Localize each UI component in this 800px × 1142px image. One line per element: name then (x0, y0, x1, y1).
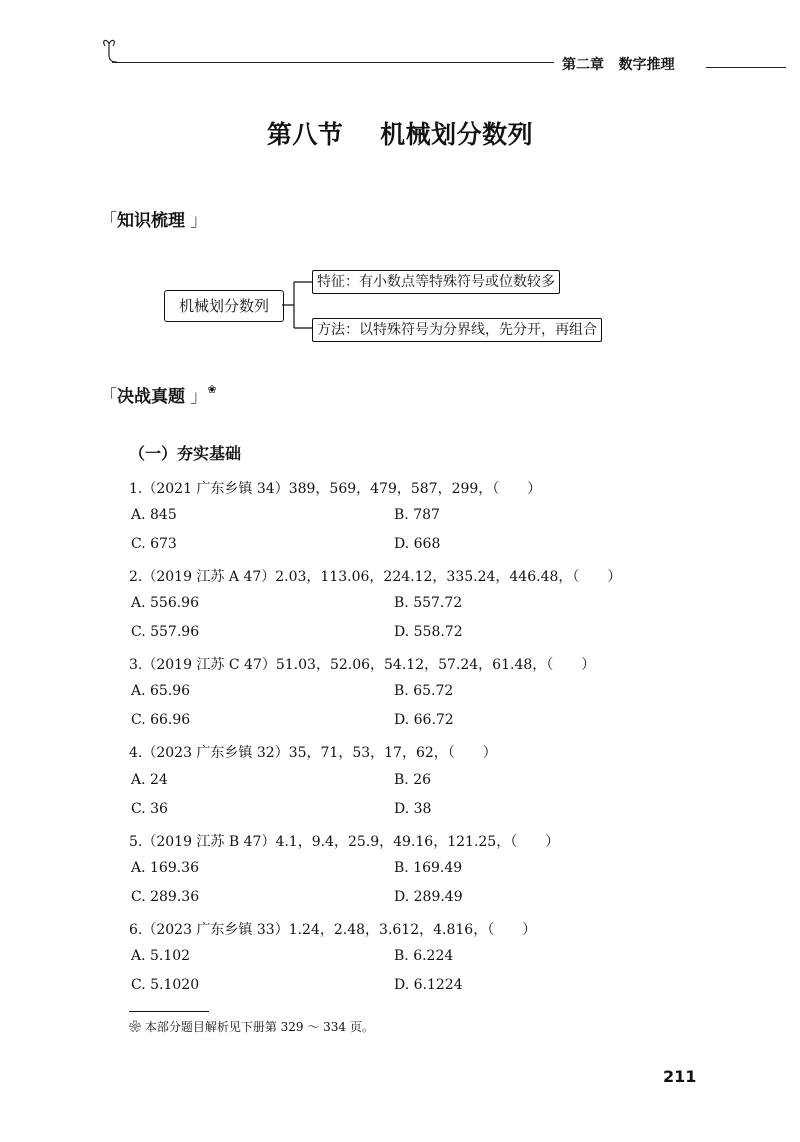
mindmap-branch-feature: 特征：有小数点等特殊符号或位数较多 (312, 270, 560, 294)
question-option: C. 673 (131, 536, 177, 552)
header-rule-right (706, 67, 786, 68)
question-stem: 2.（2019 江苏 A 47）2.03，113.06，224.12，335.24，446.48，（ ） (129, 569, 622, 585)
question-option: B. 557.72 (394, 595, 463, 611)
question-stem: 3.（2019 江苏 C 47）51.03，52.06，54.12，57.24，61.48，（ ） (129, 657, 596, 673)
question-stem: 5.（2019 江苏 B 47）4.1，9.4，25.9，49.16，121.25，（ ） (129, 834, 560, 850)
question-option: C. 5.1020 (131, 977, 200, 993)
header-chapter: 第二章 (562, 57, 604, 73)
question-option: C. 66.96 (131, 712, 191, 728)
question-option: A. 5.102 (131, 948, 191, 964)
mindmap-connector (282, 270, 312, 340)
header-topic: 数字推理 (618, 57, 675, 73)
question-option: C. 36 (131, 801, 168, 817)
page-title (0, 115, 800, 151)
knowledge-heading-label: 知识梳理 (117, 211, 185, 231)
question-stem: 4.（2023 广东乡镇 32）35，71，53，17，62，（ ） (129, 745, 497, 761)
question-option: D. 38 (394, 801, 432, 817)
question-option: A. 24 (131, 772, 168, 788)
sprout-icon (99, 36, 129, 64)
running-header (562, 54, 675, 74)
footnote-rule (129, 1011, 209, 1012)
question-option: A. 65.96 (131, 683, 191, 699)
section-name: 机械划分数列 (380, 120, 534, 149)
question-option: B. 65.72 (394, 683, 454, 699)
question-option: D. 6.1224 (394, 977, 463, 993)
question-option: A. 556.96 (131, 595, 199, 611)
question-stem: 6.（2023 广东乡镇 33）1.24，2.48，3.612，4.816，（ ） (129, 922, 537, 938)
question-option: B. 787 (394, 507, 440, 523)
footnote-mark: ❀ (207, 383, 217, 396)
question-option: D. 558.72 (394, 624, 463, 640)
question-option: D. 289.49 (394, 889, 463, 905)
question-option: C. 557.96 (131, 624, 200, 640)
question-option: A. 845 (131, 507, 177, 523)
exam-heading: 「决战真题 」❀ (100, 383, 217, 407)
question-option: D. 66.72 (394, 712, 454, 728)
knowledge-heading: 「知识梳理 」 (100, 211, 208, 231)
footnote: ❀ 本部分题目解析见下册第 329 ～ 334 页。 (129, 1020, 374, 1034)
mindmap-root: 机械划分数列 (164, 290, 284, 322)
question-stem: 1.（2021 广东乡镇 34）389，569，479，587，299，（ ） (129, 481, 542, 497)
question-option: B. 169.49 (394, 860, 463, 876)
question-option: B. 6.224 (394, 948, 454, 964)
mindmap-branch-method: 方法：以特殊符号为分界线，先分开，再组合 (312, 318, 602, 342)
header-rule (112, 62, 554, 63)
question-option: C. 289.36 (131, 889, 200, 905)
question-option: A. 169.36 (131, 860, 199, 876)
question-option: D. 668 (394, 536, 441, 552)
sub-heading: （一）夯实基础 (129, 444, 242, 463)
exam-heading-label: 决战真题 (117, 387, 185, 407)
page-number: 211 (663, 1067, 697, 1086)
question-option: B. 26 (394, 772, 432, 788)
section-number: 第八节 (266, 120, 344, 149)
